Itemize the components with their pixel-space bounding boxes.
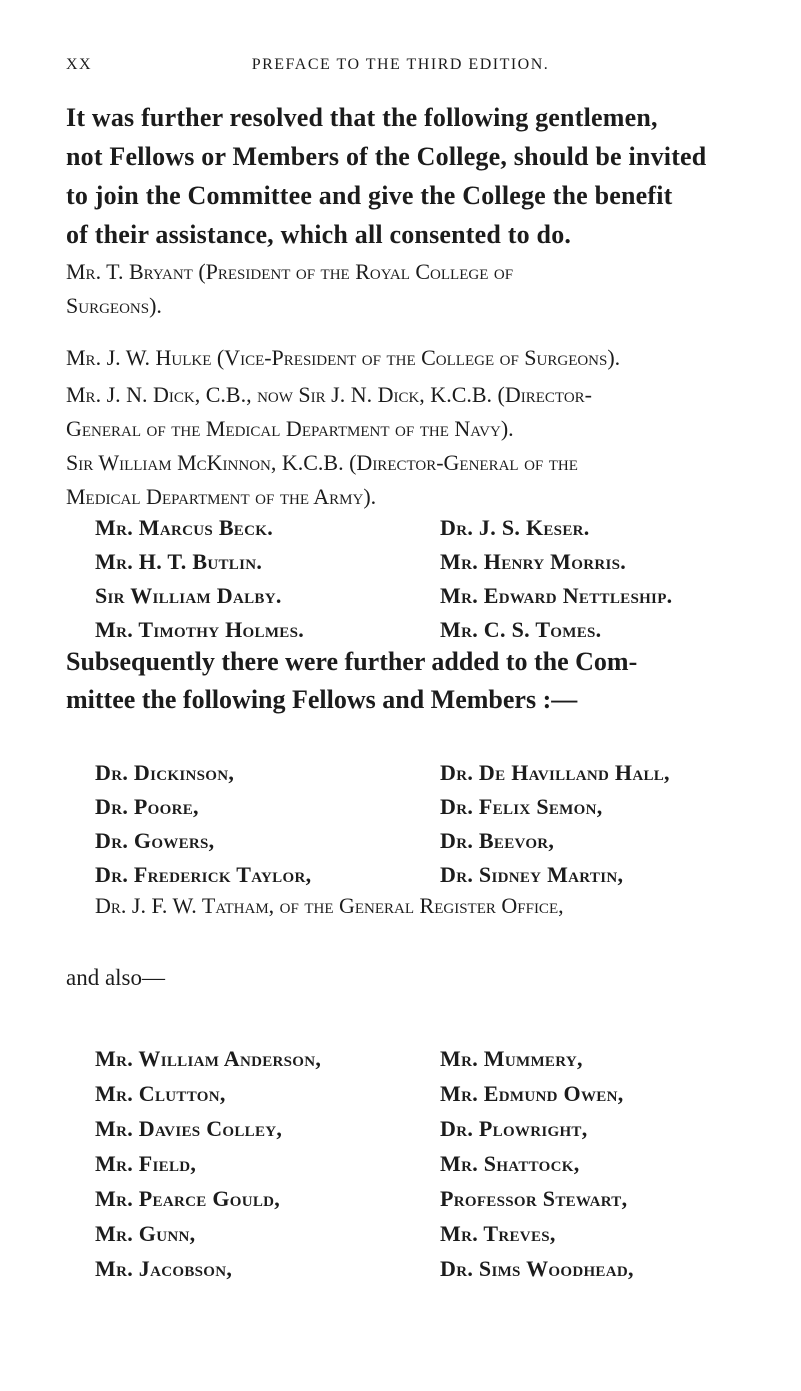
fellows-list-right (440, 756, 670, 892)
list-item: Dr. J. S. Keser. (440, 515, 590, 540)
intro-line: of their assistance, which all consented to do. (66, 220, 572, 249)
list-item: Dr. Plowright, (440, 1116, 588, 1141)
list-item: Sir William Dalby. (95, 583, 282, 608)
list-item: Mr. Gunn, (95, 1221, 196, 1246)
list-item: Mr. C. S. Tomes. (440, 617, 602, 642)
list-item: Dr. Poore, (95, 794, 199, 819)
also-list-left (95, 1041, 321, 1286)
page-number: XX (66, 56, 93, 73)
subsequent-paragraph (66, 643, 771, 719)
entry-line: Mr. T. Bryant (President of the Royal College of (66, 259, 514, 284)
list-item: Mr. Henry Morris. (440, 549, 627, 574)
list-item: Mr. Davies Colley, (95, 1116, 283, 1141)
subsequent-line: mittee the following Fellows and Members :— (66, 685, 578, 714)
list-item: Mr. William Anderson, (95, 1046, 322, 1071)
list-item: Mr. Clutton, (95, 1081, 226, 1106)
entry-line: Surgeons). (66, 293, 162, 318)
entry-bryant (66, 255, 771, 323)
list-item: Dr. Gowers, (95, 828, 215, 853)
list-item: Mr. Edward Nettleship. (440, 583, 673, 608)
list-item: Dr. Felix Semon, (440, 794, 603, 819)
list-item: Mr. Edmund Owen, (440, 1081, 624, 1106)
list-item: Professor Stewart, (440, 1186, 628, 1211)
list-item: Mr. Jacobson, (95, 1256, 233, 1281)
list-item: Mr. H. T. Butlin. (95, 549, 263, 574)
fellows-list-left (95, 756, 311, 892)
entry-line: General of the Medical Department of the Navy). (66, 416, 514, 441)
and-also-label: and also— (66, 965, 166, 990)
entry-line: Mr. J. W. Hulke (Vice-President of the College of Surgeons). (66, 345, 621, 370)
list-item: Mr. Treves, (440, 1221, 556, 1246)
list-item: Dr. Frederick Taylor, (95, 862, 312, 887)
entry-line: Sir William McKinnon, K.C.B. (Director-General of the (66, 450, 578, 475)
list-item: Mr. Pearce Gould, (95, 1186, 281, 1211)
list-item: Mr. Mummery, (440, 1046, 583, 1071)
also-list-right (440, 1041, 634, 1286)
list-item: Dr. Sidney Martin, (440, 862, 624, 887)
entry-mckinnon (66, 446, 771, 514)
list-item: Dr. Dickinson, (95, 760, 235, 785)
list-item: Mr. Shattock, (440, 1151, 580, 1176)
entry-dick (66, 378, 771, 446)
list-item: Dr. De Havilland Hall, (440, 760, 670, 785)
tatham-entry: Dr. J. F. W. Tatham, of the General Register Office, (95, 893, 564, 918)
intro-line: not Fellows or Members of the College, should be invited (66, 142, 707, 171)
entry-hulke (66, 341, 771, 375)
list-item: Mr. Field, (95, 1151, 197, 1176)
committee-list-left (95, 511, 304, 647)
committee-list-right (440, 511, 672, 647)
list-item: Mr. Timothy Holmes. (95, 617, 305, 642)
list-item: Dr. Sims Woodhead, (440, 1256, 634, 1281)
subsequent-line: Subsequently there were further added to the Com- (66, 647, 638, 676)
list-item: Dr. Beevor, (440, 828, 555, 853)
intro-line: to join the Committee and give the College the benefit (66, 181, 673, 210)
list-item: Mr. Marcus Beck. (95, 515, 274, 540)
running-title: PREFACE TO THE THIRD EDITION. (251, 56, 550, 73)
entry-line: Mr. J. N. Dick, C.B., now Sir J. N. Dick, K.C.B. (Director- (66, 382, 592, 407)
intro-line: It was further resolved that the following gentlemen, (66, 103, 658, 132)
running-head (66, 56, 735, 80)
intro-paragraph (66, 98, 766, 254)
entry-line: Medical Department of the Army). (66, 484, 377, 509)
